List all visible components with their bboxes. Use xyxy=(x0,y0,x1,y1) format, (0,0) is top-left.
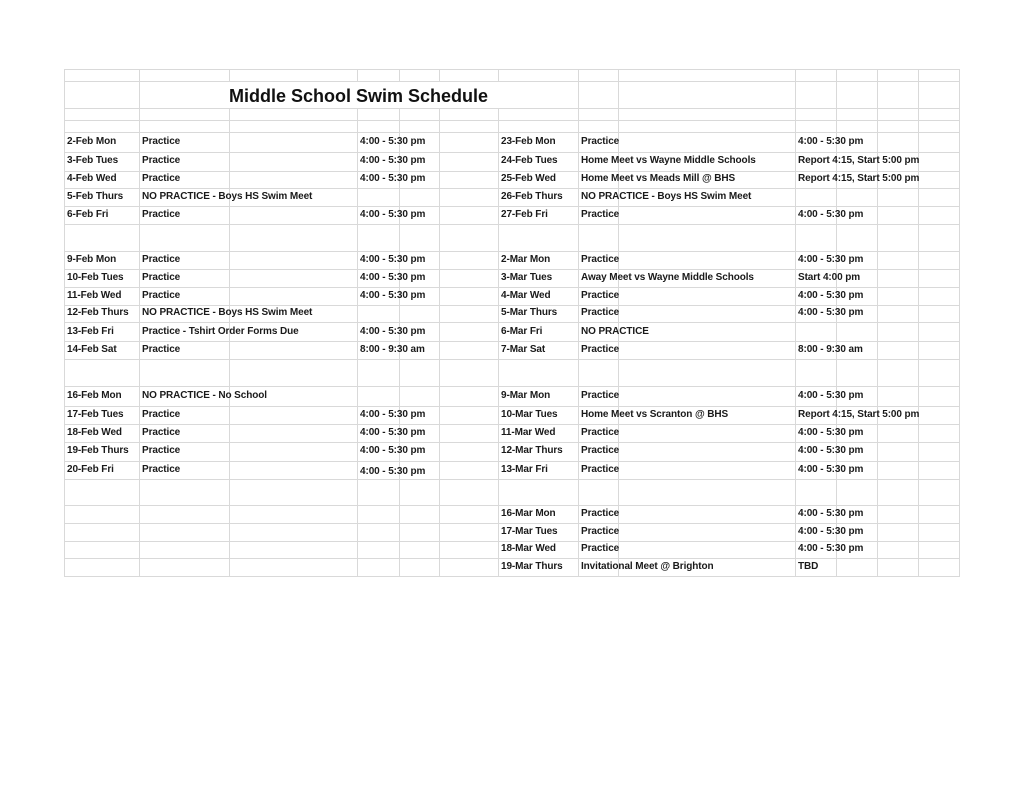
date-cell: 6-Mar Fri xyxy=(501,326,543,337)
time-cell: 4:00 - 5:30 pm xyxy=(360,136,426,147)
date-cell: 3-Feb Tues xyxy=(67,155,119,166)
grid-col-line xyxy=(357,69,358,577)
grid-col-line xyxy=(959,69,960,577)
time-cell: 4:00 - 5:30 pm xyxy=(360,326,426,337)
date-cell: 9-Feb Mon xyxy=(67,254,117,265)
date-cell: 2-Feb Mon xyxy=(67,136,117,147)
page-title: Middle School Swim Schedule xyxy=(228,86,489,106)
event-cell: Practice xyxy=(581,543,620,554)
time-cell: 4:00 - 5:30 pm xyxy=(798,136,864,147)
event-cell: NO PRACTICE xyxy=(581,326,649,337)
time-cell: 4:00 - 5:30 pm xyxy=(798,307,864,318)
event-cell: Practice xyxy=(142,155,181,166)
time-cell: Report 4:15, Start 5:00 pm xyxy=(798,173,920,184)
time-cell: 4:00 - 5:30 pm xyxy=(798,526,864,537)
grid-row-line xyxy=(64,171,960,172)
time-cell: 4:00 - 5:30 pm xyxy=(360,254,426,265)
grid-row-line xyxy=(64,558,960,559)
event-cell: Practice - Tshirt Order Forms Due xyxy=(142,326,299,337)
date-cell: 18-Feb Wed xyxy=(67,427,122,438)
date-cell: 10-Mar Tues xyxy=(501,409,558,420)
grid-row-line xyxy=(64,108,960,109)
event-cell: Practice xyxy=(142,290,181,301)
grid-row-line xyxy=(64,69,960,70)
grid-col-line xyxy=(578,69,579,577)
date-cell: 19-Feb Thurs xyxy=(67,445,129,456)
event-cell: Home Meet vs Meads Mill @ BHS xyxy=(581,173,736,184)
date-cell: 16-Mar Mon xyxy=(501,508,556,519)
event-cell: Practice xyxy=(581,344,620,355)
event-cell: Practice xyxy=(581,445,620,456)
date-cell: 18-Mar Wed xyxy=(501,543,556,554)
date-cell: 5-Mar Thurs xyxy=(501,307,558,318)
grid-row-line xyxy=(64,523,960,524)
event-cell: Practice xyxy=(581,307,620,318)
date-cell: 13-Mar Fri xyxy=(501,464,548,475)
date-cell: 17-Mar Tues xyxy=(501,526,558,537)
event-cell: NO PRACTICE - No School xyxy=(142,390,267,401)
time-cell: 4:00 - 5:30 pm xyxy=(798,445,864,456)
grid-col-line xyxy=(139,69,140,577)
event-cell: Practice xyxy=(142,272,181,283)
date-cell: 11-Mar Wed xyxy=(501,427,556,438)
event-cell: Practice xyxy=(142,427,181,438)
event-cell: Practice xyxy=(142,136,181,147)
date-cell: 4-Mar Wed xyxy=(501,290,551,301)
grid-row-line xyxy=(64,251,960,252)
event-cell: Practice xyxy=(142,173,181,184)
time-cell: 4:00 - 5:30 pm xyxy=(360,209,426,220)
time-cell: Start 4:00 pm xyxy=(798,272,861,283)
grid-row-line xyxy=(64,269,960,270)
grid-row-line xyxy=(64,224,960,225)
event-cell: NO PRACTICE - Boys HS Swim Meet xyxy=(142,307,313,318)
grid-col-line xyxy=(877,69,878,577)
time-cell: 4:00 - 5:30 pm xyxy=(798,508,864,519)
time-cell: 4:00 - 5:30 pm xyxy=(798,290,864,301)
time-cell: 4:00 - 5:30 pm xyxy=(798,427,864,438)
date-cell: 3-Mar Tues xyxy=(501,272,553,283)
event-cell: Practice xyxy=(581,209,620,220)
time-cell: Report 4:15, Start 5:00 pm xyxy=(798,409,920,420)
event-cell: Practice xyxy=(581,526,620,537)
date-cell: 6-Feb Fri xyxy=(67,209,109,220)
event-cell: Practice xyxy=(581,254,620,265)
time-cell: 4:00 - 5:30 pm xyxy=(798,543,864,554)
time-cell: 4:00 - 5:30 pm xyxy=(360,409,426,420)
date-cell: 13-Feb Fri xyxy=(67,326,114,337)
date-cell: 20-Feb Fri xyxy=(67,464,114,475)
date-cell: 23-Feb Mon xyxy=(501,136,556,147)
time-cell: 4:00 - 5:30 pm xyxy=(798,390,864,401)
grid-col-line xyxy=(795,69,796,577)
event-cell: Practice xyxy=(581,390,620,401)
event-cell: Away Meet vs Wayne Middle Schools xyxy=(581,272,754,283)
grid-row-line xyxy=(64,406,960,407)
time-cell: 4:00 - 5:30 pm xyxy=(360,290,426,301)
event-cell: Practice xyxy=(142,409,181,420)
grid-col-line xyxy=(64,69,65,577)
event-cell: Practice xyxy=(581,508,620,519)
grid-row-line xyxy=(64,206,960,207)
date-cell: 16-Feb Mon xyxy=(67,390,122,401)
grid-row-line xyxy=(64,120,960,121)
time-cell: 4:00 - 5:30 pm xyxy=(360,445,426,456)
date-cell: 19-Mar Thurs xyxy=(501,561,563,572)
grid-row-line xyxy=(64,287,960,288)
grid-row-line xyxy=(64,505,960,506)
event-cell: Home Meet vs Wayne Middle Schools xyxy=(581,155,756,166)
event-cell: NO PRACTICE - Boys HS Swim Meet xyxy=(142,191,313,202)
time-cell: 4:00 - 5:30 pm xyxy=(798,209,864,220)
time-cell: TBD xyxy=(798,561,819,572)
date-cell: 14-Feb Sat xyxy=(67,344,117,355)
date-cell: 11-Feb Wed xyxy=(67,290,122,301)
grid-row-line xyxy=(64,305,960,306)
date-cell: 5-Feb Thurs xyxy=(67,191,124,202)
date-cell: 4-Feb Wed xyxy=(67,173,117,184)
event-cell: Invitational Meet @ Brighton xyxy=(581,561,714,572)
time-cell: 4:00 - 5:30 pm xyxy=(360,155,426,166)
time-cell: 4:00 - 5:30 pm xyxy=(360,427,426,438)
grid-row-line xyxy=(64,341,960,342)
grid-col-line xyxy=(498,69,499,577)
event-cell: Practice xyxy=(142,464,181,475)
event-cell: Practice xyxy=(142,344,181,355)
date-cell: 27-Feb Fri xyxy=(501,209,548,220)
date-cell: 17-Feb Tues xyxy=(67,409,124,420)
grid-row-line xyxy=(64,461,960,462)
date-cell: 12-Mar Thurs xyxy=(501,445,563,456)
grid-row-line xyxy=(64,152,960,153)
event-cell: Practice xyxy=(142,209,181,220)
grid-row-line xyxy=(64,479,960,480)
time-cell: 4:00 - 5:30 pm xyxy=(798,464,864,475)
date-cell: 9-Mar Mon xyxy=(501,390,551,401)
time-cell: 4:00 - 5:30 pm xyxy=(360,466,426,477)
grid-row-line xyxy=(64,188,960,189)
grid-col-line xyxy=(229,69,230,577)
event-cell: Practice xyxy=(142,254,181,265)
grid-row-line xyxy=(64,132,960,133)
time-cell: 4:00 - 5:30 pm xyxy=(360,272,426,283)
date-cell: 26-Feb Thurs xyxy=(501,191,563,202)
grid-row-line xyxy=(64,322,960,323)
event-cell: Practice xyxy=(581,427,620,438)
grid-row-line xyxy=(64,359,960,360)
date-cell: 25-Feb Wed xyxy=(501,173,556,184)
grid-row-line xyxy=(64,541,960,542)
grid-row-line xyxy=(64,576,960,577)
grid-col-line xyxy=(918,69,919,577)
event-cell: Home Meet vs Scranton @ BHS xyxy=(581,409,729,420)
date-cell: 10-Feb Tues xyxy=(67,272,124,283)
time-cell: 8:00 - 9:30 am xyxy=(360,344,425,355)
date-cell: 7-Mar Sat xyxy=(501,344,546,355)
time-cell: 8:00 - 9:30 am xyxy=(798,344,863,355)
grid-row-line xyxy=(64,442,960,443)
time-cell: Report 4:15, Start 5:00 pm xyxy=(798,155,920,166)
time-cell: 4:00 - 5:30 pm xyxy=(360,173,426,184)
time-cell: 4:00 - 5:30 pm xyxy=(798,254,864,265)
event-cell: Practice xyxy=(581,136,620,147)
date-cell: 24-Feb Tues xyxy=(501,155,558,166)
date-cell: 12-Feb Thurs xyxy=(67,307,129,318)
grid-col-line xyxy=(439,69,440,577)
event-cell: Practice xyxy=(142,445,181,456)
grid-row-line xyxy=(64,424,960,425)
event-cell: Practice xyxy=(581,464,620,475)
event-cell: Practice xyxy=(581,290,620,301)
date-cell: 2-Mar Mon xyxy=(501,254,551,265)
event-cell: NO PRACTICE - Boys HS Swim Meet xyxy=(581,191,752,202)
grid-row-line xyxy=(64,386,960,387)
